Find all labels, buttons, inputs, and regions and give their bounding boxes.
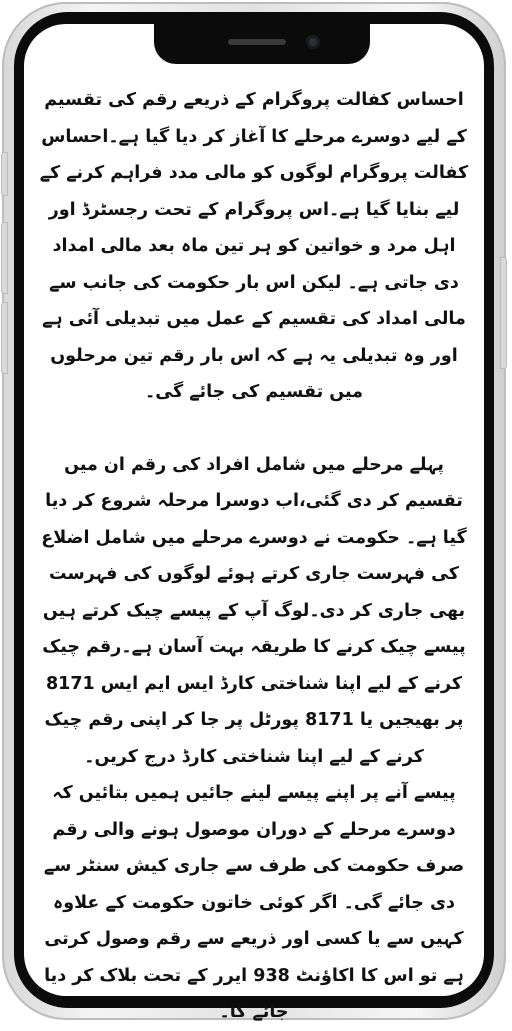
- article-paragraph-3: پیسے آنے پر اپنے پیسے لینے جائیں ہمیں بتائیں کہ دوسرے مرحلے کے دوران موصول ہونے والی رقم صرف حکومت کی طرف سے جاری کیش سنٹر سے دی جائے گی۔ اگر کوئی خاتون حکومت کے علاوہ کہیں سے یا کسی اور ذریعے سے رقم وصول کرتی ہے تو اس کا اکاؤنٹ 938 ایرر کے تحت بلاک کر دیا جائے گا۔: [43, 783, 465, 1022]
- article-paragraph-2: پہلے مرحلے میں شامل افراد کی رقم ان میں تقسیم کر دی گئی،اب دوسرا مرحلہ شروع کر دیا گیا ہے۔ حکومت نے دوسرے مرحلے میں شامل اضلاع کی فہرست جاری کرتے ہوئے لوگوں کی فہرست بھی جاری کر دی۔لوگ آپ کے پیسے چیک کرتے ہیں پیسے چیک کرنے کا طریقہ بہت آسان ہے۔رقم چیک کرنے کے لیے اپنا شناختی کارڈ ایس ایم ایس 8171 پر بھیجیں یا 8171 پورٹل پر جا کر اپنی رقم چیک کرنے کے لیے اپنا شناختی کارڈ درج کریں۔: [41, 454, 467, 767]
- speaker-grille: [228, 39, 286, 45]
- volume-up-button: [1, 222, 8, 294]
- power-button: [500, 257, 507, 369]
- front-camera-icon: [306, 35, 320, 49]
- phone-notch: [154, 24, 370, 64]
- phone-frame: [2, 2, 506, 1020]
- phone-screen: [24, 24, 484, 1022]
- mute-switch: [1, 152, 8, 196]
- article-paragraph-1: احساس کفالت پروگرام کے ذریعے رقم کی تقسیم کے لیے دوسرے مرحلے کا آغاز کر دیا گیا ہے۔احساس کفالت پروگرام لوگوں کو مالی مدد فراہم کرنے کے لیے بنایا گیا ہے۔اس پروگرام کے تحت رجسٹرڈ اور اہل مرد و خواتین کو ہر تین ماہ بعد مالی امداد دی جاتی ہے۔ لیکن اس بار حکومت کی جانب سے مالی امداد کی تقسیم کے عمل میں تبدیلی آئی ہے اور وہ تبدیلی یہ ہے کہ اس بار رقم تین مرحلوں میں تقسیم کی جائے گی۔: [39, 90, 469, 402]
- paragraph-spacer: [38, 411, 470, 447]
- article-body: [38, 82, 470, 1031]
- volume-down-button: [1, 302, 8, 374]
